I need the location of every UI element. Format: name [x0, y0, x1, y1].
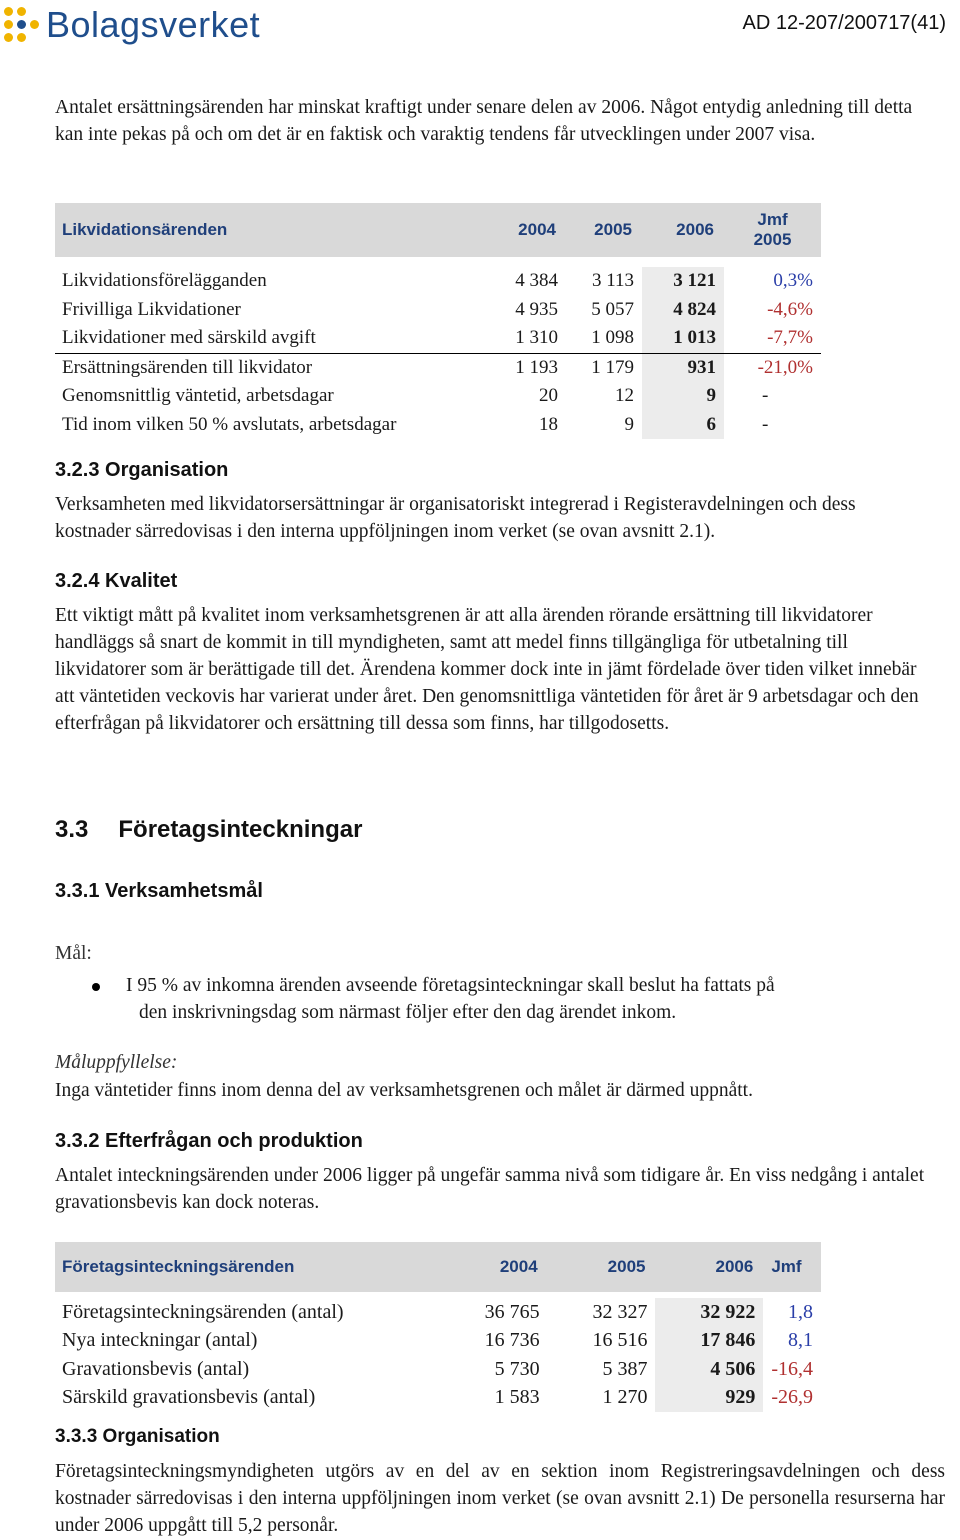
- row-label: Tid inom vilken 50 % avslutats, arbetsdagar: [62, 413, 397, 435]
- section-heading: 3.2.4 Kvalitet: [55, 570, 178, 592]
- cell-jmf: -26,9: [771, 1386, 813, 1409]
- table-header-cell: 2005: [548, 1242, 656, 1292]
- document-reference: [743, 12, 946, 35]
- section-heading: 3.3.2 Efterfrågan och produktion: [55, 1130, 363, 1152]
- cell-2005: 1 270: [602, 1386, 648, 1409]
- inteckning-table: [55, 1242, 821, 1412]
- row-label: Genomsnittlig väntetid, arbetsdagar: [62, 385, 334, 407]
- cell-2005: 1 179: [591, 356, 634, 378]
- cell-2005: 5 057: [591, 298, 634, 320]
- goal-text-line: den inskrivningsdag som närmast följer efter den dag ärendet inkom.: [139, 1002, 677, 1023]
- table-row: [55, 354, 821, 383]
- intro-paragraph: Antalet ersättningsärenden har minskat kraftigt under senare delen av 2006. Något entydig anledning till detta kan inte pekas på och om det är en faktisk och varaktig tendens får utvecklingen under 2007 visa.: [55, 97, 913, 145]
- row-label: Företagsinteckningsärenden (antal): [62, 1300, 344, 1323]
- table-row: [55, 1355, 821, 1384]
- cell-2004: 4 384: [515, 270, 558, 292]
- table-header-row: [55, 1242, 821, 1292]
- cell-2005: 32 327: [592, 1300, 648, 1323]
- cell-jmf: -7,7%: [767, 327, 813, 349]
- organisation-paragraph-2: Företagsinteckningsmyndigheten utgörs av en del av en sektion inom Registreringsavdelningen och dess kostnader särredovisas i den interna uppföljningen inom verket (se ovan avsnitt 2.1) De personella resurserna har under 2006 uppgått till 5,2 personår.: [55, 1461, 945, 1536]
- row-label: Likvidationsförelägganden: [62, 270, 267, 292]
- table-header-cell: 2006: [655, 1242, 763, 1292]
- mal-label: Mål:: [55, 943, 92, 964]
- table-row: [55, 1327, 821, 1356]
- cell-2004: 1 193: [515, 356, 558, 378]
- cell-jmf: -: [762, 385, 769, 407]
- cell-jmf: -21,0%: [757, 356, 813, 378]
- row-label: Likvidationer med särskild avgift: [62, 327, 316, 349]
- cell-2006: 17 846: [655, 1327, 763, 1356]
- bolagsverket-logo: [4, 2, 260, 48]
- cell-2004: 36 765: [484, 1300, 540, 1323]
- likvidation-table: [55, 203, 821, 439]
- table-header-cell: 2004: [476, 203, 566, 257]
- jmf-label: Jmf: [757, 210, 788, 229]
- row-label: Nya inteckningar (antal): [62, 1329, 258, 1352]
- table-header-row: [55, 203, 821, 257]
- logo-dots-icon: [4, 7, 40, 43]
- section-heading: 3.2.3 Organisation: [55, 459, 229, 481]
- efterfragan-paragraph: Antalet inteckningsärenden under 2006 ligger på ungefär samma nivå som tidigare år. En viss nedgång i antalet gravationsbevis kan dock noteras.: [55, 1165, 925, 1213]
- table-row: [55, 267, 821, 296]
- cell-2006: 931: [642, 354, 724, 383]
- table-row: [55, 324, 821, 353]
- table-row: [55, 1298, 821, 1327]
- cell-2005: 1 098: [591, 327, 634, 349]
- cell-2004: 20: [539, 385, 558, 407]
- cell-2006: 929: [655, 1384, 763, 1413]
- cell-2006: 4 506: [655, 1355, 763, 1384]
- chapter-heading: [55, 813, 362, 847]
- cell-2006: 4 824: [642, 296, 724, 325]
- maluppfyllelse-label: Måluppfyllelse:: [55, 1052, 178, 1073]
- table-row: [55, 411, 821, 440]
- cell-2004: 1 583: [494, 1386, 540, 1409]
- cell-2004: 1 310: [515, 327, 558, 349]
- table-row: [55, 296, 821, 325]
- cell-2006: 3 121: [642, 267, 724, 296]
- cell-2004: 18: [539, 413, 558, 435]
- chapter-number: 3.3: [55, 816, 89, 843]
- kvalitet-paragraph: Ett viktigt mått på kvalitet inom verksamhetsgrenen är att alla ärenden rörande ersättning till likvidatorer handläggs så snart de kommit in till myndigheten, samt att medel finns tillgängliga för utbetalning till likvidatorer som är berättigade till det. Ärendena kommer dock inte in jämt fördelade över tiden vilket innebär att väntetiden veckovis har varierat under året. Den genomsnittliga väntetiden för året är 9 arbetsdagar och den efterfrågan på likvidatorer och ersättning till dessa som finns, har tillgodosetts.: [55, 605, 919, 734]
- row-label: Ersättningsärenden till likvidator: [62, 356, 313, 378]
- cell-jmf: -16,4: [771, 1357, 813, 1380]
- cell-jmf: -4,6%: [767, 298, 813, 320]
- jmf-year: 2005: [753, 230, 792, 249]
- cell-2006: 32 922: [655, 1298, 763, 1327]
- cell-2005: 12: [615, 385, 634, 407]
- table-header-cell: Likvidationsärenden: [55, 203, 476, 257]
- cell-2004: 16 736: [484, 1329, 540, 1352]
- cell-2005: 16 516: [592, 1329, 648, 1352]
- row-label: Frivilliga Likvidationer: [62, 298, 241, 320]
- cell-2006: 1 013: [642, 324, 724, 353]
- table-header-cell: Företagsinteckningsärenden: [55, 1242, 425, 1292]
- table-row: [55, 1384, 821, 1413]
- table-header-cell: 2005: [566, 203, 642, 257]
- cell-2006: 9: [642, 382, 724, 411]
- row-label: Särskild gravationsbevis (antal): [62, 1386, 316, 1409]
- section-heading: 3.3.1 Verksamhetsmål: [55, 880, 263, 902]
- cell-2005: 3 113: [591, 270, 634, 292]
- row-label: Gravationsbevis (antal): [62, 1357, 250, 1380]
- section-heading: 3.3.3 Organisation: [55, 1426, 220, 1447]
- table-header-cell: Jmf: [763, 1242, 821, 1292]
- cell-2004: 5 730: [494, 1357, 540, 1380]
- cell-2005: 5 387: [602, 1357, 648, 1380]
- cell-jmf: 0,3%: [773, 270, 813, 292]
- table-row: [55, 382, 821, 411]
- cell-2005: 9: [624, 413, 634, 435]
- table-header-cell: [724, 203, 821, 257]
- organisation-paragraph: Verksamheten med likvidatorsersättningar är organisatoriskt integrerad i Registeravdelningen och dess kostnader särredovisas i den interna uppföljningen inom verket (se ovan avsnitt 2.1).: [55, 494, 856, 542]
- cell-jmf: -: [762, 413, 769, 435]
- cell-jmf: 1,8: [788, 1300, 813, 1323]
- brand-name: Bolagsverket: [46, 4, 261, 45]
- chapter-title: Företagsinteckningar: [118, 816, 363, 843]
- bullet-icon: [92, 983, 100, 991]
- page-number: 17(41): [888, 12, 946, 34]
- table-header-cell: 2006: [642, 203, 724, 257]
- goal-text-line: I 95 % av inkomna ärenden avseende företagsinteckningar skall beslut ha fattats på: [126, 975, 775, 996]
- table-header-cell: 2004: [425, 1242, 547, 1292]
- cell-2004: 4 935: [515, 298, 558, 320]
- reference-number: AD 12-207/2007: [742, 12, 889, 34]
- cell-jmf: 8,1: [788, 1329, 813, 1352]
- maluppfyllelse-text: Inga väntetider finns inom denna del av verksamhetsgrenen och målet är därmed uppnått.: [55, 1080, 753, 1101]
- cell-2006: 6: [642, 411, 724, 440]
